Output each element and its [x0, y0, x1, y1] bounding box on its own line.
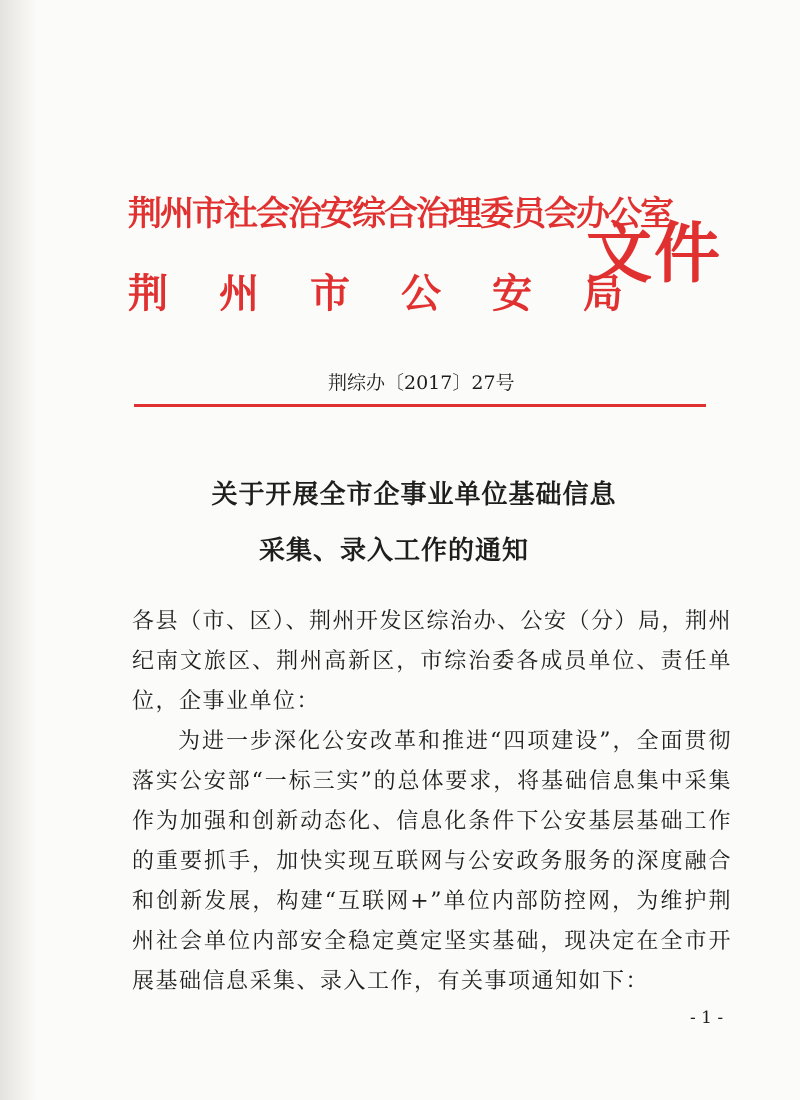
red-divider	[134, 404, 706, 407]
document-number: 荆综办〔2017〕27号	[328, 372, 515, 394]
doc-type-label: 文件	[586, 215, 722, 292]
title-line-1: 关于开展全市企事业单位基础信息	[211, 480, 617, 510]
page-number: - 1 -	[690, 1008, 724, 1028]
issuer-line-1: 荆州市社会治安综合治理委员会办公室	[128, 194, 672, 234]
body-paragraph: 为进一步深化公安改革和推进“四项建设”，全面贯彻落实公安部“一标三实”的总体要求，将基础信息集中采集作为加强和创新动态化、信息化条件下公安基层基础工作的重要抓手，加快实现互联网与公安政务服务的深度融合和创新发展，构建“互联网+”单位内部防控网，为维护荆州社会单位内部安全稳定奠定坚实基础，现决定在全市开展基础信息采集、录入工作，有关事项通知如下：	[132, 729, 732, 994]
issuer-line-2: 荆州市公安局	[128, 271, 674, 317]
addressees-paragraph: 各县（市、区）、荆州开发区综治办、公安（分）局，荆州纪南文旅区、荆州高新区，市综治委各成员单位、责任单位，企事业单位：	[132, 609, 733, 714]
title-line-2: 采集、录入工作的通知	[258, 536, 529, 566]
